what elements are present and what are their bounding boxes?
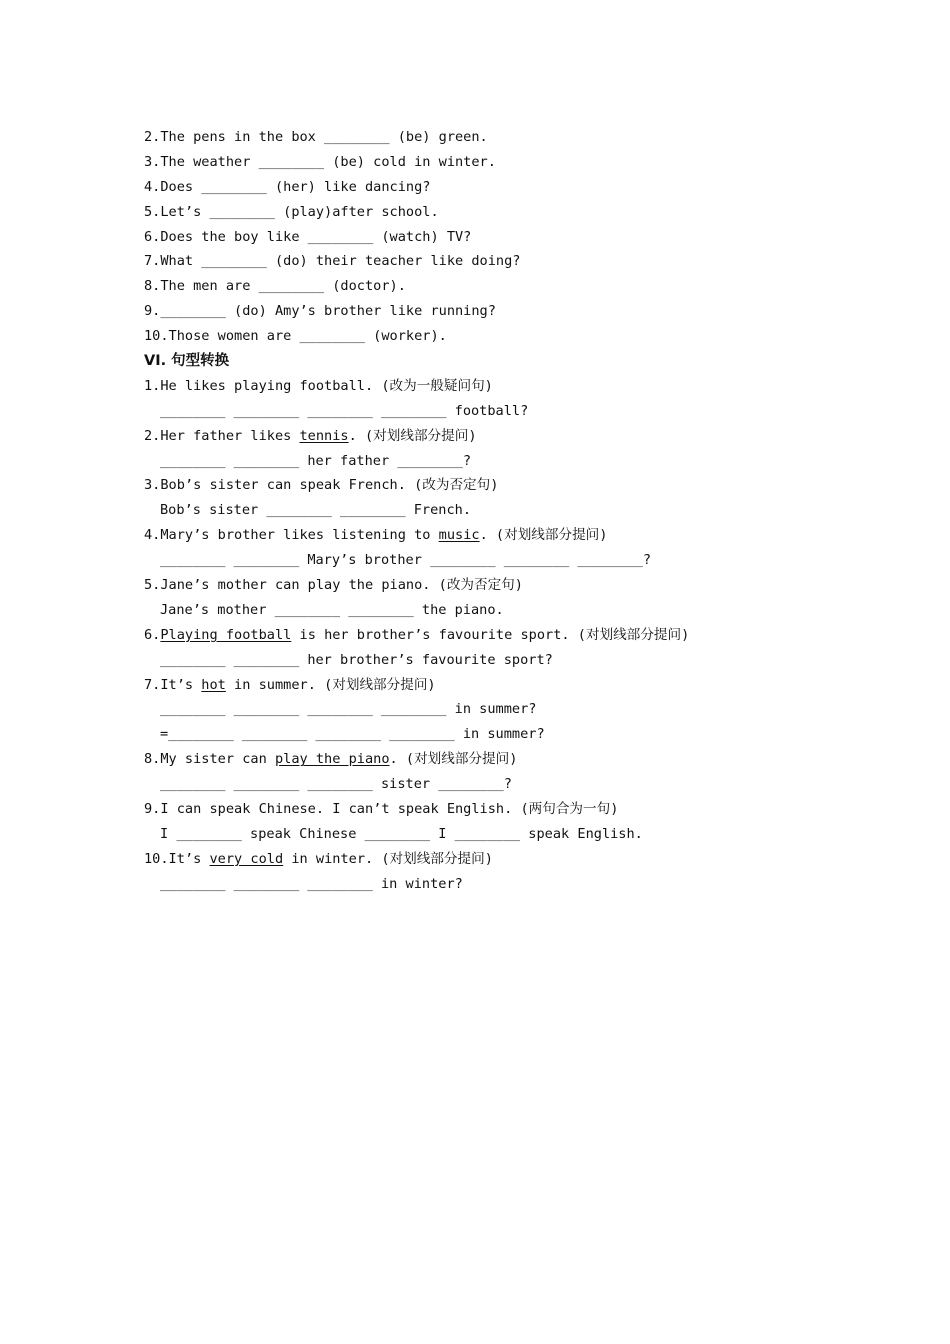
question-3: 3.Bob’s sister can speak French. (改为否定句)	[144, 477, 499, 494]
section-heading: VI. 句型转换	[144, 353, 230, 370]
answer-line-10: ________ ________ ________ in winter?	[160, 875, 463, 892]
answer-line-8: ________ ________ ________ sister ________?	[160, 776, 512, 793]
underlined-part: very cold	[209, 850, 284, 867]
exercise-item: 9.________ (do) Amy’s brother like running?	[144, 303, 496, 320]
question-5: 5.Jane’s mother can play the piano. (改为否定句)	[144, 577, 523, 594]
question-4: 4.Mary’s brother likes listening to music. (对划线部分提问)	[144, 527, 608, 544]
question-8: 8.My sister can play the piano. (对划线部分提问)	[144, 751, 518, 768]
exercise-item: 3.The weather ________ (be) cold in winter.	[144, 153, 496, 170]
answer-line-7b: =________ ________ ________ ________ in summer?	[160, 726, 545, 743]
answer-line-2: ________ ________ her father ________?	[160, 452, 471, 469]
question-10: 10.It’s very cold in winter. (对划线部分提问)	[144, 850, 493, 867]
exercise-item: 5.Let’s ________ (play)after school.	[144, 203, 439, 220]
underlined-part: Playing football	[160, 626, 292, 643]
exercise-item: 6.Does the boy like ________ (watch) TV?	[144, 228, 472, 245]
exercise-item: 2.The pens in the box ________ (be) green.	[144, 129, 488, 145]
answer-line-9: I ________ speak Chinese ________ I ________ speak English.	[160, 825, 643, 842]
question-7: 7.It’s hot in summer. (对划线部分提问)	[144, 676, 436, 693]
answer-line-1: ________ ________ ________ ________ football?	[160, 402, 529, 419]
underlined-part: hot	[201, 676, 226, 693]
underlined-part: tennis	[299, 427, 349, 444]
exercise-item: 8.The men are ________ (doctor).	[144, 278, 406, 295]
exercise-item: 10.Those women are ________ (worker).	[144, 328, 447, 345]
answer-line-3: Bob’s sister ________ ________ French.	[160, 502, 471, 519]
worksheet-page	[144, 125, 784, 897]
question-9: 9.I can speak Chinese. I can’t speak English. (两句合为一句)	[144, 801, 619, 818]
question-1: 1.He likes playing football. (改为一般疑问句)	[144, 377, 493, 394]
answer-line-6: ________ ________ her brother’s favourite sport?	[160, 651, 553, 668]
question-2: 2.Her father likes tennis. (对划线部分提问)	[144, 427, 477, 444]
underlined-part: music	[438, 527, 480, 544]
underlined-part: play the piano	[274, 751, 390, 768]
exercise-item: 4.Does ________ (her) like dancing?	[144, 178, 431, 195]
answer-line-7: ________ ________ ________ ________ in summer?	[160, 701, 537, 718]
answer-line-4: ________ ________ Mary’s brother ________ ________ ________?	[160, 552, 652, 569]
answer-line-5: Jane’s mother ________ ________ the piano.	[160, 601, 504, 618]
question-6: 6.Playing football is her brother’s favourite sport. (对划线部分提问)	[144, 626, 690, 643]
exercise-item: 7.What ________ (do) their teacher like doing?	[144, 253, 521, 270]
